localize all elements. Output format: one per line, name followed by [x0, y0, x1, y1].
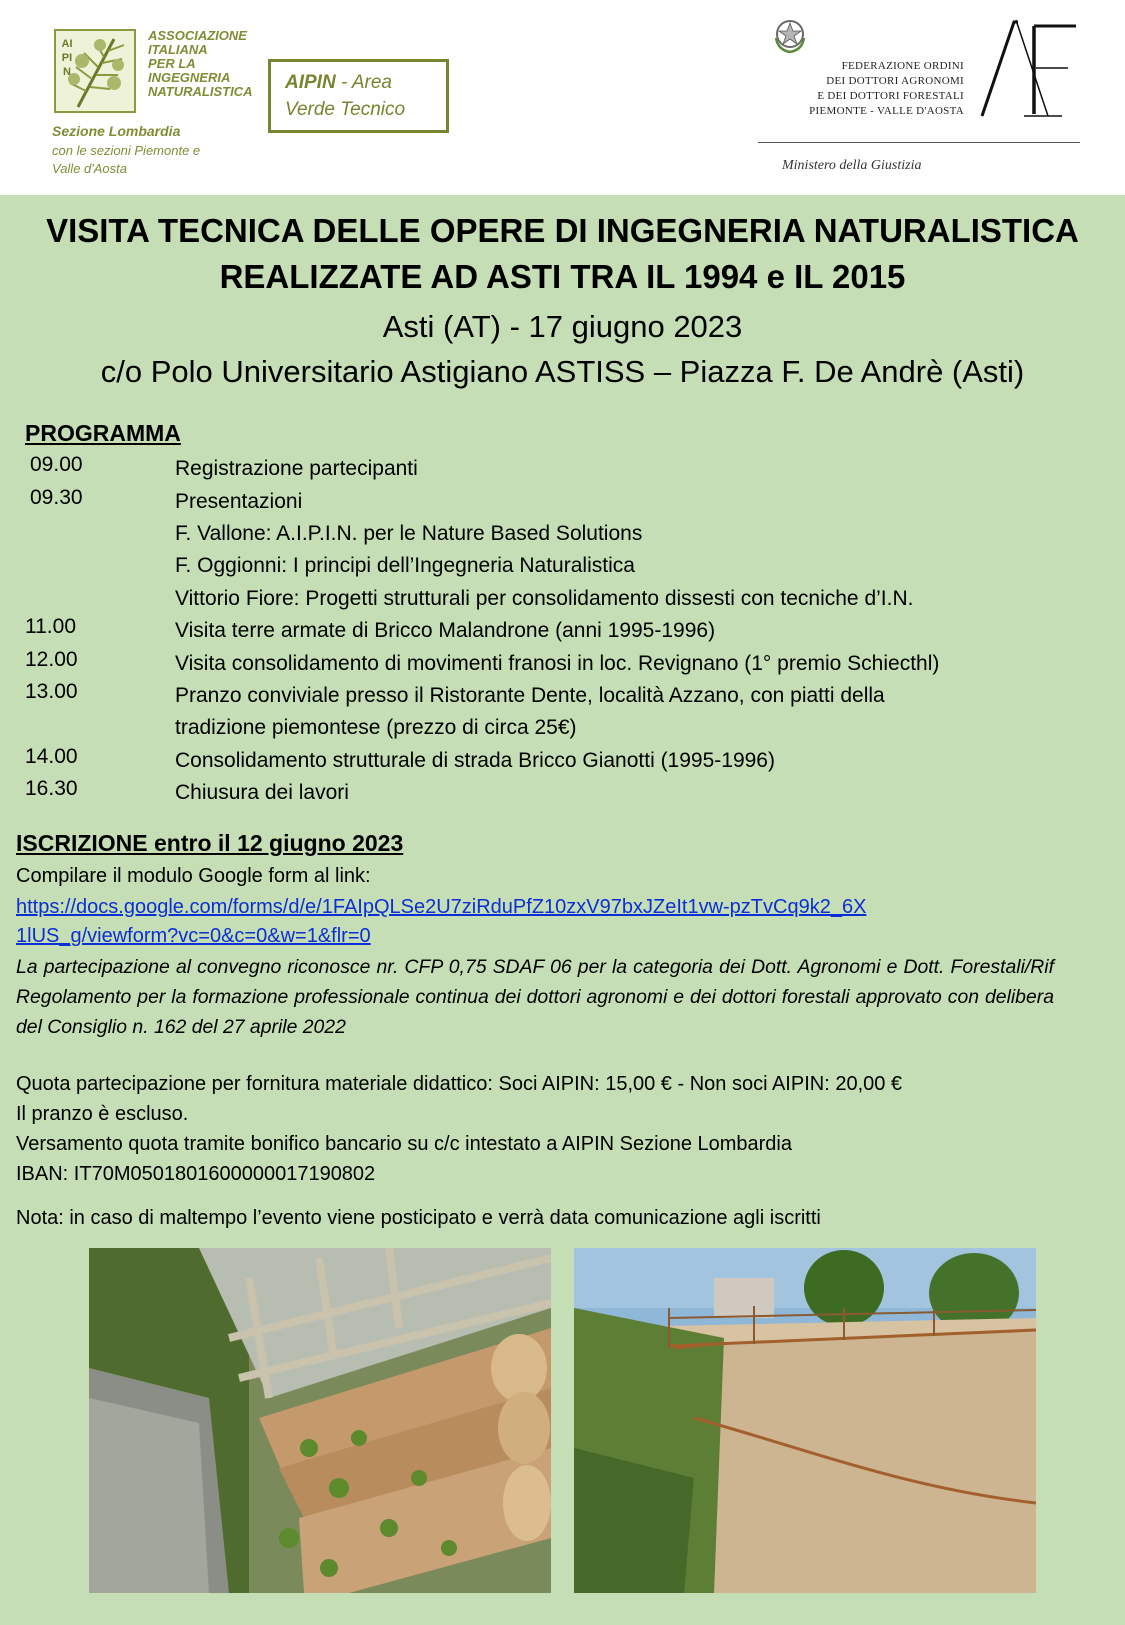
- aipin-section: Sezione Lombardia: [52, 123, 181, 139]
- iscrizione-heading: ISCRIZIONE entro il 12 giugno 2023: [16, 830, 404, 856]
- programma-text: tradizione piemontese (prezzo di circa 25€): [175, 716, 577, 739]
- aipin-section-subtitle: con le sezioni Piemonte e Valle d'Aosta: [52, 143, 201, 176]
- fodaf-divider: [758, 142, 1080, 143]
- fodaf-logo: [758, 16, 1080, 176]
- aipin-tree-emblem-icon: [54, 29, 136, 113]
- quota-text: Quota partecipazione per fornitura materiale didattico: Soci AIPIN: 15,00 € - Non soci AIPIN: 20,00 €: [16, 1073, 903, 1095]
- iscrizione-intro: Compilare il modulo Google form al link:: [16, 865, 371, 887]
- programma-time: 16.30: [25, 777, 78, 800]
- programma-text: Registrazione partecipanti: [175, 457, 418, 480]
- aipin-area-text: - Area Verde Tecnico: [285, 72, 406, 120]
- programma-heading: PROGRAMMA: [25, 420, 181, 446]
- programma-time: 11.00: [25, 615, 76, 638]
- event-title: [0, 208, 1125, 300]
- photo-consolidated-slope: [574, 1248, 1036, 1593]
- af-monogram-icon: [978, 16, 1078, 126]
- iban-text: IBAN: IT70M0501801600000017190802: [16, 1163, 376, 1185]
- programma-text: Pranzo conviviale presso il Ristorante Dente, località Azzano, con piatti della: [175, 684, 885, 707]
- aipin-logo: [50, 25, 253, 185]
- programma-time: 09.00: [30, 453, 83, 476]
- programma-time: 09.30: [30, 486, 83, 509]
- event-title-line-1: VISITA TECNICA DELLE OPERE DI INGEGNERIA NATURALISTICA: [46, 212, 1079, 249]
- versamento-text: Versamento quota tramite bonifico bancario su c/c intestato a AIPIN Sezione Lombardia: [16, 1133, 792, 1155]
- event-date-place: Asti (AT) - 17 giugno 2023: [382, 309, 743, 344]
- registration-form-link[interactable]: https://docs.google.com/forms/d/e/1FAIpQLSe2U7ziRduPfZ10zxV97bxJZeIt1vw-pzTvCq9k2_6X1lUS_g/viewform?vc=0&c=0&w=1&flr=0: [16, 896, 867, 947]
- fodaf-name: FEDERAZIONE ORDINI DEI DOTTORI AGRONOMI E DEI DOTTORI FORESTALI PIEMONTE - VALLE D'AOSTA: [809, 60, 964, 117]
- programma-time: 13.00: [25, 680, 78, 703]
- event-title-line-2: REALIZZATE AD ASTI TRA IL 1994 e IL 2015: [219, 258, 906, 295]
- programma-text: Visita consolidamento di movimenti franosi in loc. Revignano (1° premio Schiecthl): [175, 652, 940, 675]
- programma-time: 12.00: [25, 648, 78, 671]
- aipin-area-bold: AIPIN: [285, 72, 336, 93]
- photo-log-wall: [89, 1248, 551, 1593]
- programma-text: F. Vallone: A.I.P.I.N. per le Nature Based Solutions: [175, 522, 643, 545]
- programma-time: 14.00: [25, 745, 78, 768]
- cfp-note: La partecipazione al convegno riconosce nr. CFP 0,75 SDAF 06 per la categoria dei Dott. Agronomi e Dott. Forestali/Rif Regolamento per la formazione professionale continua dei dottori agronomi e dei dottori forestali approvato con delibera del Consiglio n. 162 del 27 aprile 2022: [16, 956, 1054, 1038]
- programma-text: Chiusura dei lavori: [175, 781, 349, 804]
- pranzo-text: Il pranzo è escluso.: [16, 1103, 189, 1125]
- aipin-vertical-letters: AIPIN: [61, 38, 73, 78]
- italian-republic-emblem-icon: [772, 16, 808, 54]
- programma-text: Visita terre armate di Bricco Malandrone (anni 1995-1996): [175, 619, 716, 642]
- programma-text: F. Oggionni: I principi dell’Ingegneria Naturalistica: [175, 554, 635, 577]
- fodaf-ministry: Ministero della Giustizia: [782, 158, 922, 173]
- event-venue: c/o Polo Universitario Astigiano ASTISS – Piazza F. De Andrè (Asti): [100, 354, 1025, 389]
- programma-text: Consolidamento strutturale di strada Bricco Gianotti (1995-1996): [175, 749, 775, 772]
- nota-text: Nota: in caso di maltempo l’evento viene posticipato e verrà data comunicazione agli iscritti: [16, 1207, 821, 1229]
- header: [0, 0, 1125, 195]
- aipin-area-box: [268, 59, 449, 133]
- aipin-name: ASSOCIAZIONE ITALIANA PER LA INGEGNERIA NATURALISTICA: [148, 28, 253, 99]
- programma-text: Presentazioni: [175, 490, 303, 513]
- programma-text: Vittorio Fiore: Progetti strutturali per consolidamento dissesti con tecniche d’I.N.: [175, 587, 914, 610]
